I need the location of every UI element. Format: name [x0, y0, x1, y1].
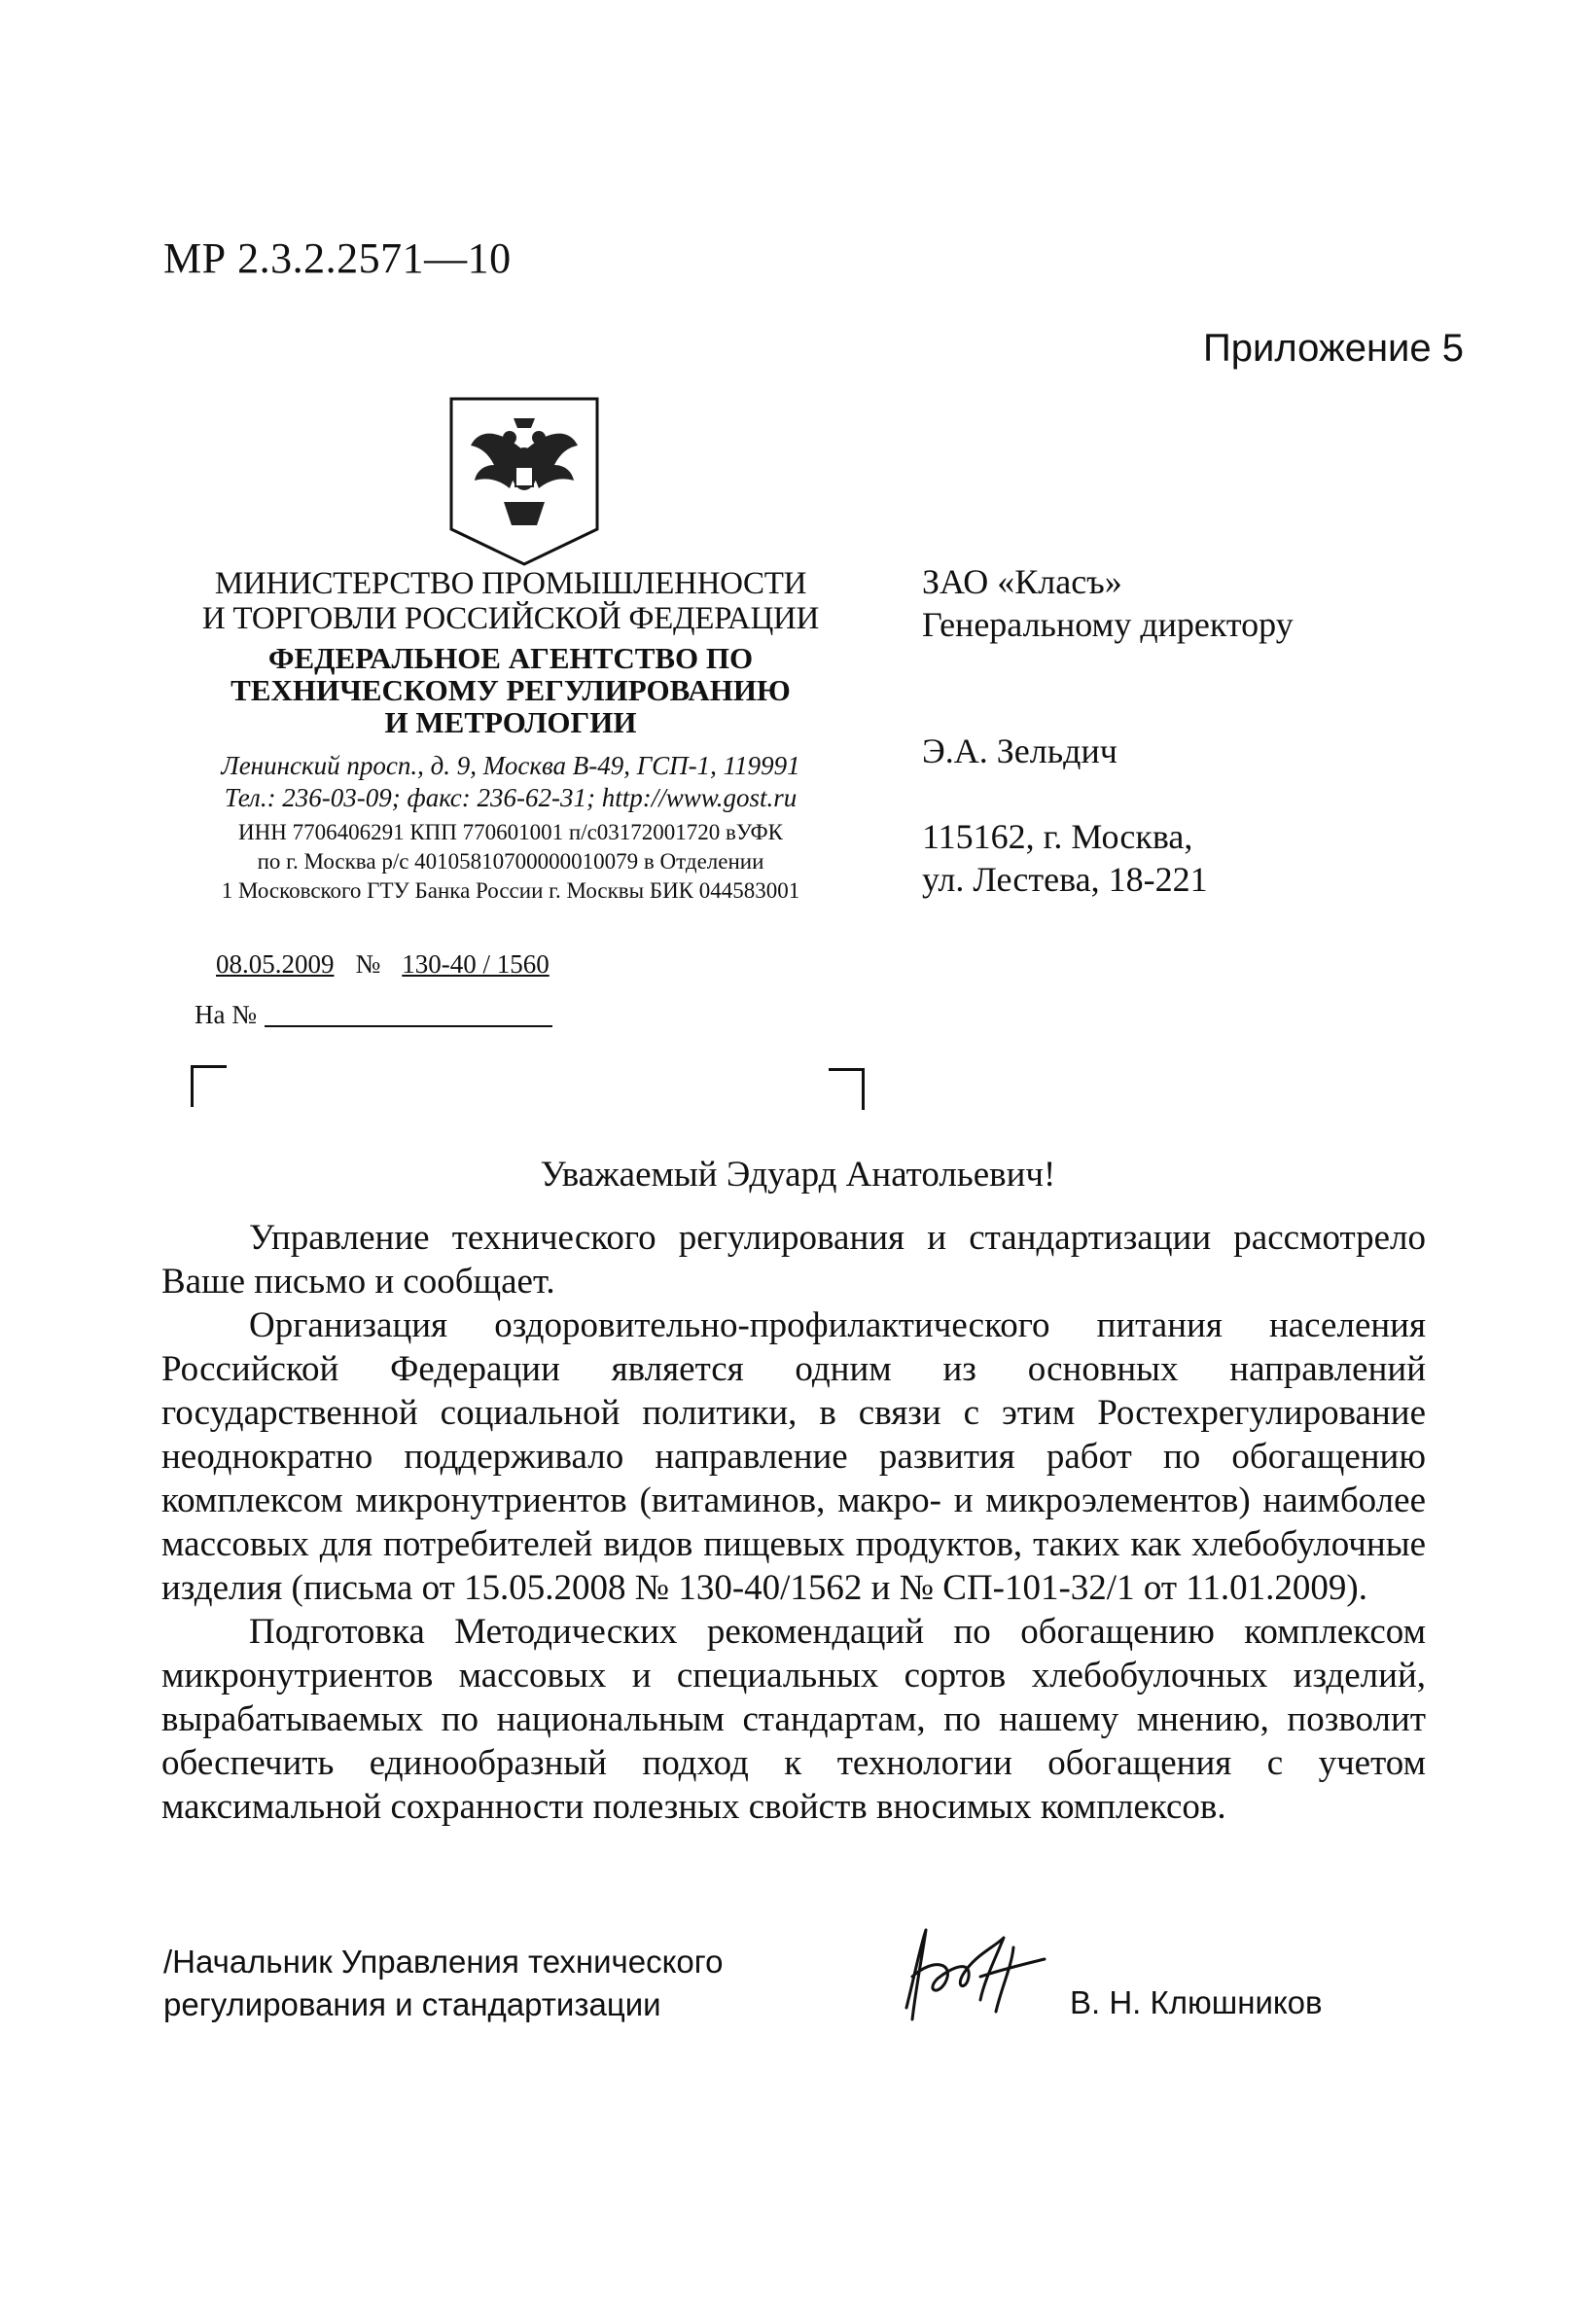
appendix-label: Приложение 5: [1203, 327, 1464, 370]
letter-date: 08.05.2009: [216, 949, 335, 979]
address-corner-mark-right: [829, 1068, 865, 1110]
bank-line: по г. Москва р/с 40105810700000010079 в Отделении: [257, 849, 764, 874]
signatory-role: [163, 1941, 723, 2026]
address-line: Ленинский просп., д. 9, Москва В-49, ГСП-1, 119991: [221, 751, 800, 780]
contacts-line: Тел.: 236-03-09; факс: 236-62-31; http://www.gost.ru: [224, 783, 798, 812]
agency-line: ФЕДЕРАЛЬНОЕ АГЕНТСТВО ПО: [267, 641, 754, 675]
coat-of-arms-emblem: [445, 393, 603, 570]
bank-line: ИНН 7706406291 КПП 770601001 п/с03172001720 вУФК: [238, 820, 783, 844]
agency-line: ТЕХНИЧЕСКОМУ РЕГУЛИРОВАНИЮ: [231, 673, 791, 707]
body-paragraph: Организация оздоровительно-профилактического питания населения Российской Федерации является одним из основных направлений государственной социальной политики, в связи с этим Ростехрегулирование неоднократно поддерживало направление развития работ по обогащению комплексом микронутриентов (витаминов, макро- и микроэлементов) наимболее массовых для потребителей видов пищевых продуктов, таких как хлебобулочные изделия (письма от 15.05.2008 № 130-40/1562 и № СП-101-32/1 от 11.01.2009).: [161, 1305, 1426, 1608]
recipient-block: [922, 560, 1294, 901]
recipient-street: ул. Лестева, 18-221: [922, 860, 1208, 899]
agency-line: И МЕТРОЛОГИИ: [384, 705, 637, 739]
ministry-name: [146, 566, 875, 636]
registration-line: [216, 949, 550, 980]
body-paragraph: Управление технического регулирования и стандартизации рассмотрело Ваше письмо и сообщает.: [161, 1218, 1426, 1302]
ministry-line: МИНИСТЕРСТВО ПРОМЫШЛЕННОСТИ: [214, 566, 807, 601]
ministry-line: И ТОРГОВЛИ РОССИЙСКОЙ ФЕДЕРАЦИИ: [201, 601, 820, 636]
reply-reference-line: [195, 1000, 552, 1030]
letter-number: 130-40 / 1560: [402, 949, 550, 979]
role-line: /Начальник Управления технического: [163, 1944, 724, 1980]
recipient-position: Генеральному директору: [922, 605, 1294, 644]
number-label: №: [355, 949, 381, 979]
handwritten-signature: [887, 1918, 1052, 2025]
reply-label: На №: [195, 1000, 257, 1029]
reply-blank: [265, 1000, 552, 1027]
agency-name: [146, 642, 875, 738]
sender-block: [146, 566, 875, 906]
recipient-postal: 115162, г. Москва,: [922, 817, 1193, 856]
letter-body: [161, 1216, 1426, 1829]
letter-greeting: Уважаемый Эдуард Анатольевич!: [540, 1155, 1056, 1195]
recipient-org: ЗАО «Класъ»: [922, 562, 1122, 601]
bank-details: [146, 818, 875, 906]
address-corner-mark-left: [191, 1065, 227, 1107]
role-line: регулирования и стандартизации: [163, 1986, 661, 2022]
bank-line: 1 Московского ГТУ Банка России г. Москвы БИК 044583001: [221, 878, 800, 903]
body-paragraph: Подготовка Методических рекомендаций по обогащению комплексом микронутриентов массовых и специальных сортов хлебобулочных изделий, вырабатываемых по национальным стандартам, по нашему мнению, позволит обеспечить единообразный подход к технологии обогащения с учетом максимальной сохранности полезных свойств вносимых комплексов.: [161, 1612, 1426, 1827]
recipient-name: Э.А. Зельдич: [922, 732, 1117, 770]
signatory-name: В. Н. Клюшников: [1070, 1984, 1323, 2020]
document-code: МР 2.3.2.2571—10: [163, 234, 512, 282]
sender-address: [146, 750, 875, 814]
